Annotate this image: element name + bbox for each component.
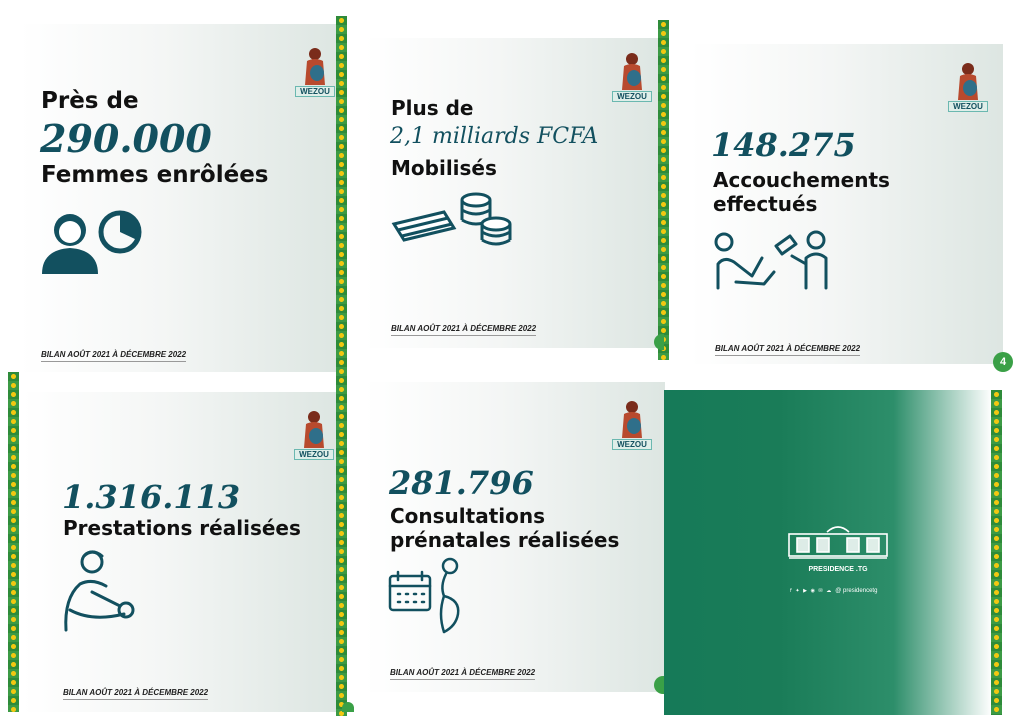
woman-pie-chart-icon <box>38 206 142 278</box>
card-footer: BILAN AOÛT 2021 À DÉCEMBRE 2022 <box>390 668 535 680</box>
mother-baby-icon <box>62 548 142 634</box>
childbirth-icon <box>712 228 834 294</box>
card-label-line2: effectués <box>713 192 818 216</box>
card-footer: BILAN AOÛT 2021 À DÉCEMBRE 2022 <box>391 324 536 336</box>
stat-card-enrolled-women <box>20 24 338 372</box>
card-prefix: Plus de <box>391 96 474 120</box>
wezou-logo: WEZOU <box>295 45 335 97</box>
card-footer: BILAN AOÛT 2021 À DÉCEMBRE 2022 <box>63 688 208 700</box>
card-footer: BILAN AOÛT 2021 À DÉCEMBRE 2022 <box>41 350 186 362</box>
card-footer: BILAN AOÛT 2021 À DÉCEMBRE 2022 <box>715 344 860 356</box>
card-label: Prestations réalisées <box>63 516 301 540</box>
wezou-logo: WEZOU <box>612 398 652 450</box>
page-badge-partial <box>342 702 354 712</box>
wezou-logo: WEZOU <box>948 60 988 112</box>
card-label-line1: Accouchements <box>713 168 890 192</box>
wezou-logo: WEZOU <box>294 408 334 460</box>
card-number: 290.000 <box>40 116 212 161</box>
card-label: Femmes enrôlées <box>41 162 269 188</box>
card-number: 148.275 <box>711 126 856 164</box>
wezou-logo: WEZOU <box>612 50 652 102</box>
presidence-name: PRESIDENCE .TG <box>808 566 868 573</box>
card-prefix: Près de <box>41 88 139 114</box>
money-coins-icon <box>390 190 520 250</box>
card-label-line1: Consultations <box>390 504 546 528</box>
decorative-stripe <box>991 390 1002 715</box>
decorative-stripe <box>8 372 19 712</box>
decorative-stripe <box>658 20 669 360</box>
social-handle-row <box>790 588 890 594</box>
social-icons: f ✦ ▶ ◉ ✉ ☁ <box>790 588 833 594</box>
calendar-pregnant-icon <box>388 556 468 634</box>
card-label-line2: prénatales réalisées <box>390 528 620 552</box>
card-number: 1.316.113 <box>62 478 241 516</box>
presidence-building-logo <box>787 522 889 562</box>
page-number-badge: 4 <box>993 352 1013 372</box>
card-label: Mobilisés <box>391 156 497 180</box>
card-number: 281.796 <box>389 464 534 502</box>
page-badge-partial <box>654 334 664 350</box>
card-number: 2,1 milliards FCFA <box>390 124 599 149</box>
decorative-stripe <box>336 16 347 716</box>
social-handle: @ presidencetg <box>835 588 878 594</box>
